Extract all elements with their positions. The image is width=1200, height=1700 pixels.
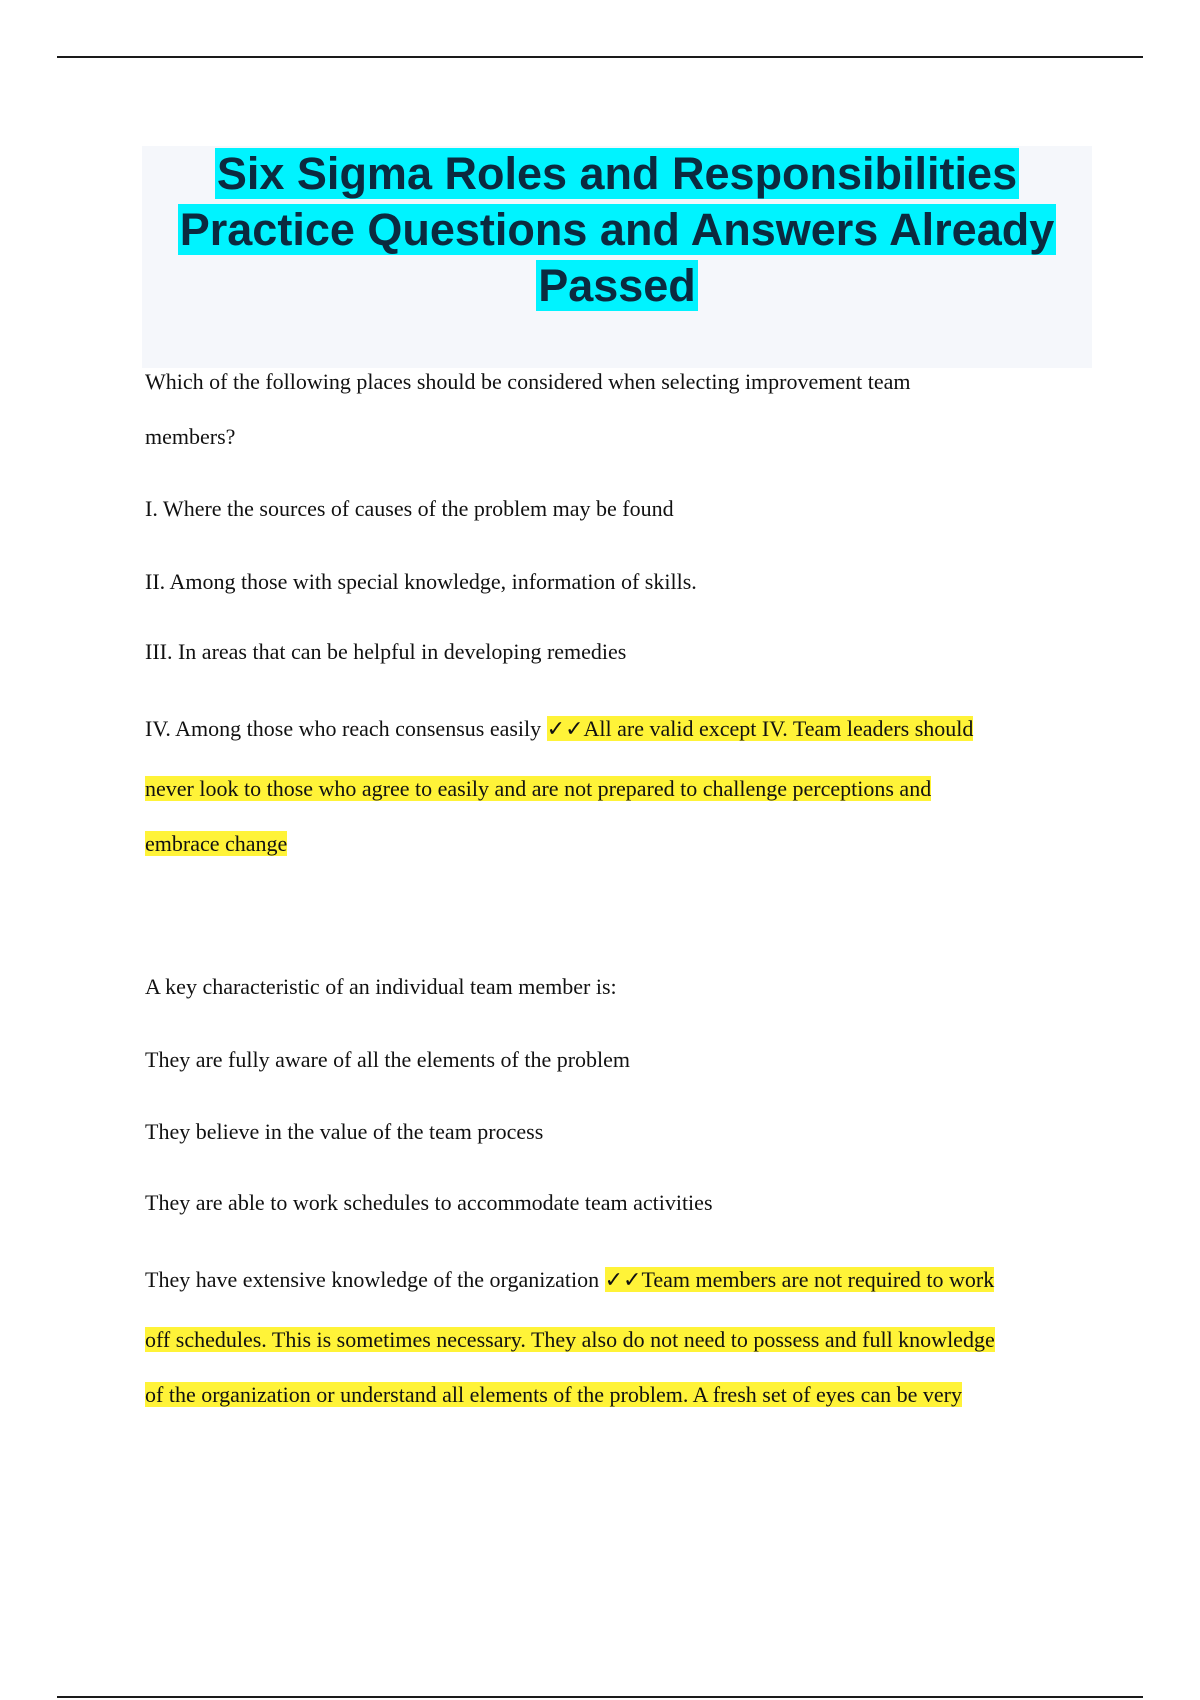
question-1-stem-line-1: Which of the following places should be considered when selecting improvement team xyxy=(145,369,911,394)
question-2-option-1: They are fully aware of all the elements of the problem xyxy=(145,1047,631,1072)
question-2-answer-line-3: of the organization or understand all elements of the problem. A fresh set of eyes can be very xyxy=(145,1382,962,1407)
question-2-option-2: They believe in the value of the team process xyxy=(145,1119,544,1144)
question-2-option-4-line xyxy=(145,1265,994,1295)
question-2-answer-line-3-row xyxy=(145,1380,962,1410)
title-line-1: Six Sigma Roles and Responsibilities xyxy=(216,148,1018,199)
question-1-option-4-line xyxy=(145,714,973,744)
question-1-stem-line-2: members? xyxy=(145,424,236,449)
question-2-answer-line-2-row xyxy=(145,1325,995,1355)
question-1-option-1: I. Where the sources of causes of the problem may be found xyxy=(145,496,674,521)
question-2-option-3: They are able to work schedules to accommodate team activities xyxy=(145,1190,713,1215)
question-1-option-2: II. Among those with special knowledge, information of skills. xyxy=(145,569,697,594)
question-2-answer-line-1: ✓✓Team members are not required to work xyxy=(604,1267,995,1292)
question-1-answer-line-2: never look to those who agree to easily and are not prepared to challenge perceptions and xyxy=(145,776,932,801)
page-top-rule xyxy=(57,56,1143,58)
question-1-option-3: III. In areas that can be helpful in developing remedies xyxy=(145,639,627,664)
question-1-option-4: IV. Among those who reach consensus easily xyxy=(145,716,542,741)
question-2-answer-line-2: off schedules. This is sometimes necessary. They also do not need to possess and full knowledge xyxy=(145,1327,995,1352)
title-line-3: Passed xyxy=(538,260,696,311)
page-bottom-rule xyxy=(57,1696,1143,1698)
question-2-stem: A key characteristic of an individual team member is: xyxy=(145,974,617,999)
question-1-answer-line-2-row xyxy=(145,774,931,804)
question-1-answer-line-3: embrace change xyxy=(145,831,288,856)
title-block xyxy=(142,146,1092,368)
question-1-answer-line-3-row xyxy=(145,829,287,859)
title-line-2: Practice Questions and Answers Already xyxy=(179,204,1055,255)
question-2-option-4: They have extensive knowledge of the organization xyxy=(145,1267,600,1292)
question-1-answer-line-1: ✓✓All are valid except IV. Team leaders should xyxy=(546,716,974,741)
document-title xyxy=(142,146,1092,314)
